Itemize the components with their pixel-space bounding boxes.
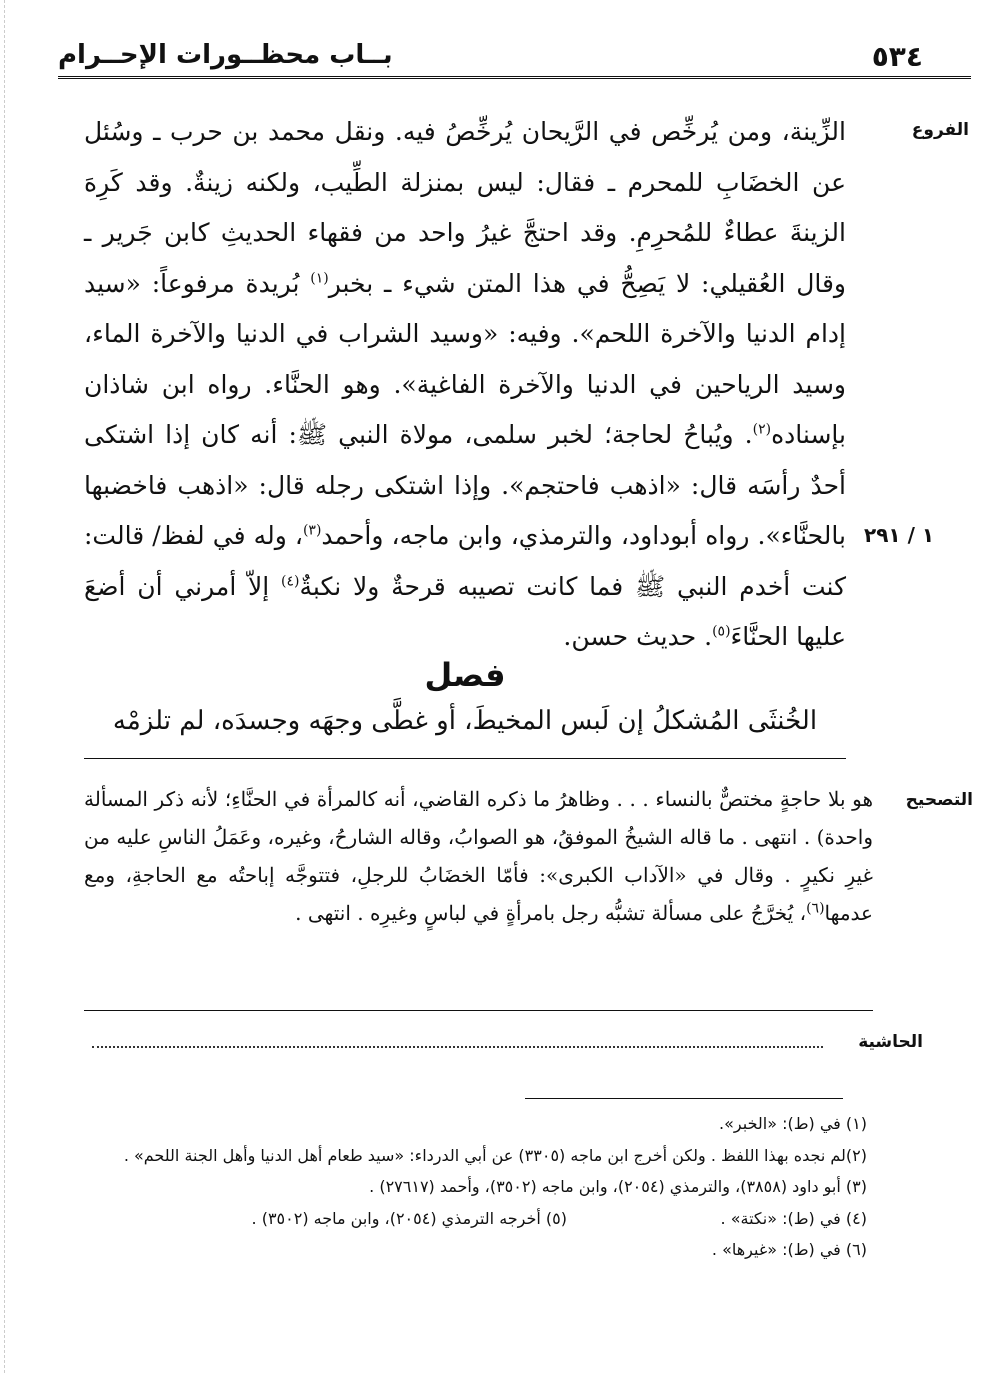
running-title: بــاب محظــورات الإحــرام — [58, 40, 393, 70]
label-furoo: الفروع — [911, 120, 969, 140]
footnote: (١) في (ط): «الخبر». — [719, 1114, 867, 1133]
divider-rule — [84, 758, 846, 759]
footnote-marker: (٣) — [302, 522, 322, 539]
section-heading: فصل — [424, 656, 506, 694]
footnote: (٥) أخرجه الترمذي (٢٠٥٤)، وابن ماجه (٣٥٠٢) . — [251, 1208, 567, 1228]
footnotes — [84, 1108, 867, 1266]
footnote-marker: (٥) — [712, 623, 731, 640]
footnote: (٦) في (ط): «غيرها» . — [711, 1240, 867, 1259]
footnote-marker: (٢) — [752, 421, 772, 438]
footnote-rule — [525, 1098, 843, 1099]
footnote: (٢)لم نجده بهذا اللفظ . ولكن أخرج ابن ماجه (٣٣٠٥) عن أبي الدرداء: «سيد طعام أهل الدنيا وأهل الجنة اللحم» . — [123, 1145, 867, 1165]
footnote: (٣) أبو داود (٣٨٥٨)، والترمذي (٢٠٥٤)، وابن ماجه (٣٥٠٢)، وأحمد (٢٧٦١٧) . — [369, 1177, 867, 1196]
scan-edge — [4, 0, 5, 1373]
footnote: (٤) في (ط): «نكتة» . — [720, 1208, 867, 1228]
tashih-text — [84, 780, 873, 932]
header-rule — [58, 76, 971, 79]
main-text — [84, 107, 846, 663]
main-text-part: بُريدة مرفوعاً: «سيد إدام الدنيا والآخرة اللحم». وفيه: «وسيد الشراب في الدنيا والآخرة الماء، وسيد الرياحين في الدنيا والآخرة الفاغية». وهو الحنَّاء. رواه ابن شاذان بإسناده — [84, 268, 846, 449]
footnote-marker: (١) — [310, 270, 329, 287]
label-hashia: الحاشية — [858, 1032, 923, 1052]
main-text-part: . حديث حسن. — [563, 622, 713, 651]
footnote-pair — [84, 1203, 867, 1235]
tashih-text-part: ، يُخرَّجُ على مسألة تشبُّه رجل بامرأةٍ في لباسٍ وغيرِه . انتهى . — [295, 901, 807, 925]
footnote-marker: (٤) — [281, 573, 300, 590]
page-header — [40, 30, 933, 78]
hashia-dotted-line — [92, 1046, 823, 1048]
margin-volume-page-ref: ١ / ٢٩١ — [864, 523, 935, 547]
divider-rule — [84, 1010, 873, 1011]
footnote-marker: (٦) — [806, 900, 825, 917]
page-number: ٥٣٤ — [871, 40, 923, 73]
main-text-part: . ويُباحُ لحاجة؛ لخبر سلمى، مولاة النبي ﷺ: أنه كان إذا اشتكى أحدٌ رأسَه قال: «اذهب فاحتجم». وإذا اشتكى رجله قال: «اذهب فاخضبها بالحنَّاء». رواه أبوداود، والترمذي، وابن ماجه، وأحمد — [84, 420, 846, 550]
main-text-part: إلاّ أمرني أن أضعَ عليها الحنَّاءَ — [84, 571, 846, 651]
label-tashih: التصحيح — [905, 790, 973, 810]
main-text-part: الزِّينة، ومن يُرخِّص في الرَّيحان يُرخِّصُ فيه. ونقل محمد بن حرب ـ وسُئل عن الخضَابِ للمحرم ـ فقال: ليس بمنزلة الطِّيب، ولكنه زينةٌ. وقد كَرِهَ الزينةَ عطاءٌ للمُحرِمِ. وقد احتجَّ غيرُ واحد من فقهاء الحديثِ كابن جَرير ـ وقال العُقيلي: لا يَصِحُّ في هذا المتن شيء ـ بخبر — [84, 117, 846, 298]
section-first-line: الخُنثَى المُشكلُ إن لَبس المخيطَ، أو غطَّى وجهَه وجسدَه، لم تلزمْه — [112, 706, 818, 736]
tashih-text-part: هو بلا حاجةٍ مختصٌّ بالنساء . . . وظاهرُ ما ذكره القاضي، أنه كالمرأة في الحنَّاءِ؛ لأنه ذكر المسألة واحدة) . انتهى . ما قاله الشيخُ الموفقُ، هو الصوابُ، وقاله الشارحُ، وغيره، وعَمَلُ الناسِ عليه من غيرِ نكيرٍ . وقال في «الآداب الكبرى»: فأمّا الخضَابُ للرجلِ، فتتوجَّه إباحتُه مع الحاجةِ، ومع عدمها — [84, 787, 873, 925]
main-text-part: ، وله في لفظ/ قالت: كنت أخدم النبي ﷺ فما كانت تصيبه قرحةٌ ولا نكبةٌ — [84, 521, 846, 601]
